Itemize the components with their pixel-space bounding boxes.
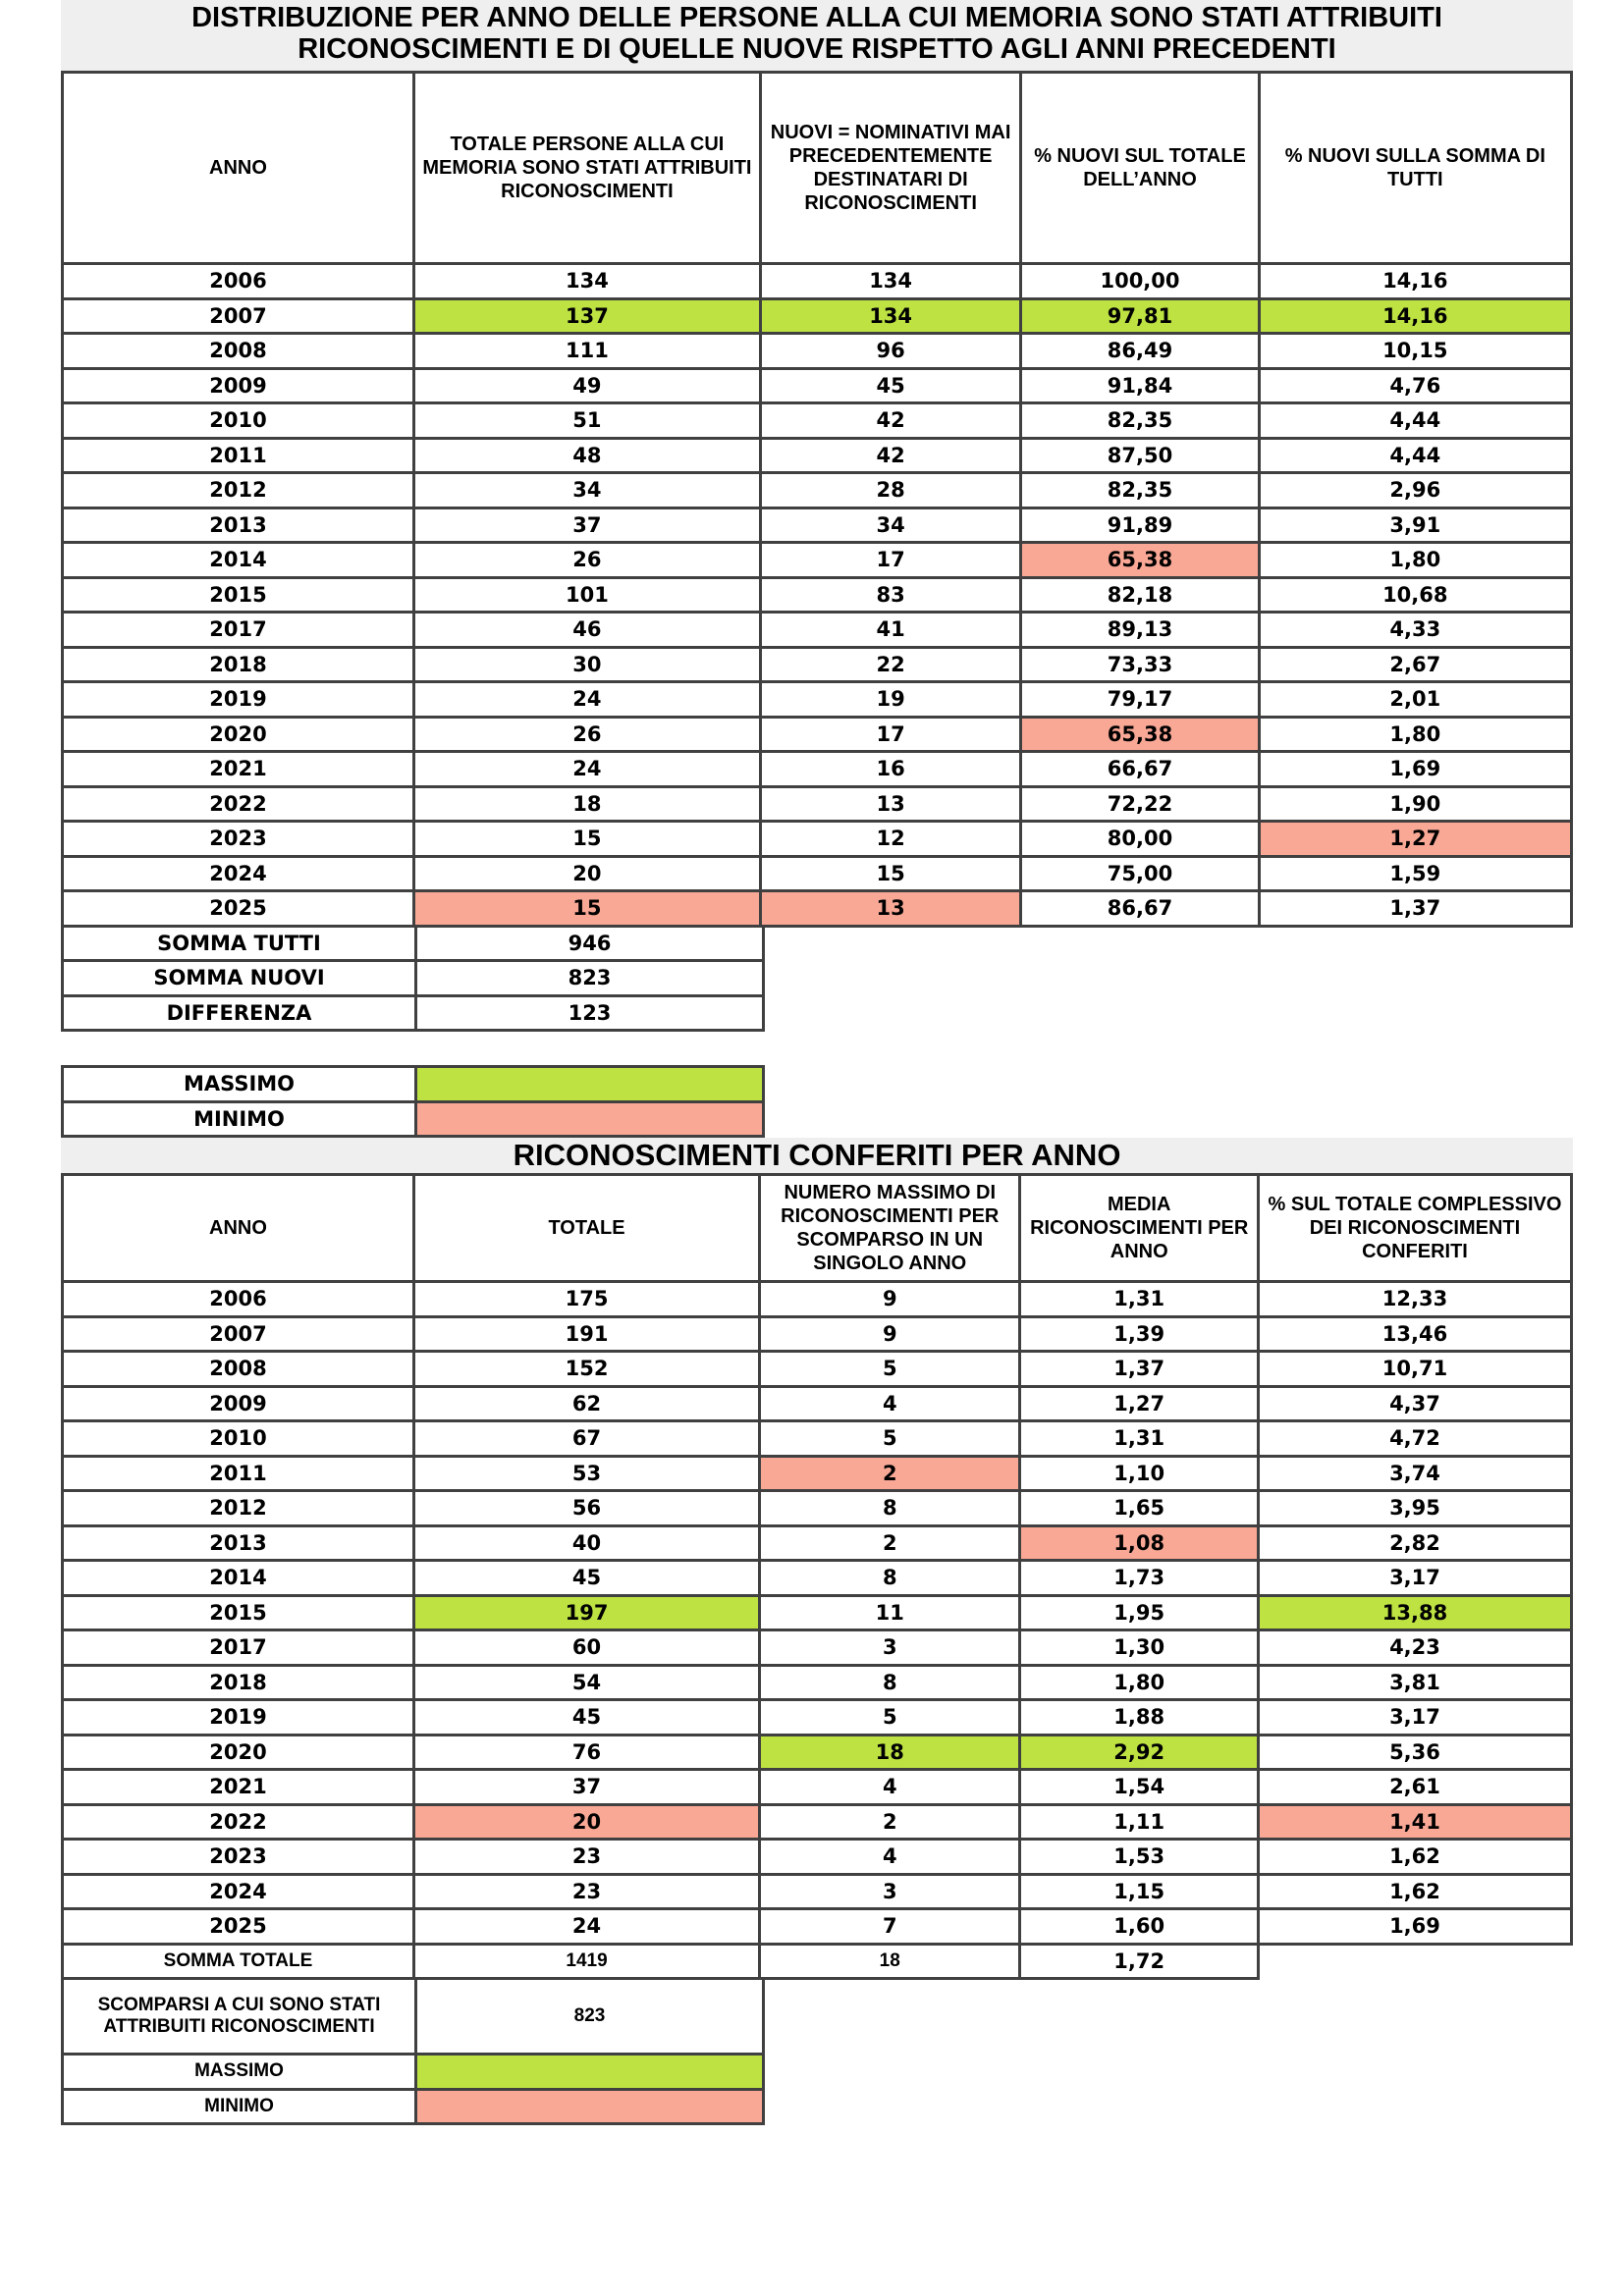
cell-anno: 2009 xyxy=(63,368,414,403)
table-row xyxy=(63,507,1572,543)
cell-col4: 80,00 xyxy=(1021,822,1259,857)
cell-col2: 46 xyxy=(414,613,761,648)
cell-anno: 2025 xyxy=(63,891,414,927)
cell-col4: 72,22 xyxy=(1021,786,1259,822)
cell-col4: 1,60 xyxy=(1020,1909,1259,1945)
cell-anno: 2011 xyxy=(63,1456,414,1491)
cell-col5: 14,16 xyxy=(1259,298,1571,334)
cell-col2: 101 xyxy=(414,577,761,613)
table-row xyxy=(63,1352,1572,1387)
cell-col3: 9 xyxy=(760,1316,1020,1352)
cell-col2: 53 xyxy=(414,1456,760,1491)
cell-col5: 3,95 xyxy=(1258,1491,1571,1526)
cell-col5: 4,44 xyxy=(1259,403,1571,439)
cell-col2: 175 xyxy=(414,1282,760,1317)
table-row xyxy=(63,1456,1572,1491)
cell-col5: 1,41 xyxy=(1258,1804,1571,1840)
cell-col3: 2 xyxy=(760,1525,1020,1561)
table-row xyxy=(63,1421,1572,1457)
table-row xyxy=(63,1491,1572,1526)
cell-anno: 2014 xyxy=(63,543,414,578)
legend-min-row xyxy=(63,1101,764,1137)
table-row xyxy=(63,543,1572,578)
summary-label: SOMMA NUOVI xyxy=(63,961,416,996)
cell-col5: 2,61 xyxy=(1258,1770,1571,1805)
cell-col5: 1,27 xyxy=(1259,822,1571,857)
table-row xyxy=(63,647,1572,682)
cell-col2: 24 xyxy=(414,682,761,718)
cell-col3: 5 xyxy=(760,1421,1020,1457)
cell-col2: 134 xyxy=(414,264,761,299)
cell-col5: 2,67 xyxy=(1259,647,1571,682)
cell-anno: 2020 xyxy=(63,1735,414,1770)
cell-col3: 12 xyxy=(760,822,1021,857)
cell-anno: 2007 xyxy=(63,298,414,334)
cell-anno: 2012 xyxy=(63,473,414,508)
cell-col4: 1,31 xyxy=(1020,1421,1259,1457)
cell-col2: 152 xyxy=(414,1352,760,1387)
table-row xyxy=(63,403,1572,439)
legend-min-row xyxy=(63,2089,764,2124)
cell-col2: 15 xyxy=(414,822,761,857)
legend-max-swatch xyxy=(416,2055,764,2090)
cell-col3: 8 xyxy=(760,1491,1020,1526)
header-totale-persone: TOTALE PERSONE ALLA CUI MEMORIA SONO STATI ATTRIBUITI RICONOSCIMENTI xyxy=(414,73,761,264)
summary-row xyxy=(63,926,764,961)
cell-col5: 5,36 xyxy=(1258,1735,1571,1770)
document-page xyxy=(61,0,1573,2125)
cell-col3: 13 xyxy=(760,891,1021,927)
header-perc-nuovi-somma: % NUOVI SULLA SOMMA DI TUTTI xyxy=(1259,73,1571,264)
cell-col3: 8 xyxy=(760,1561,1020,1596)
cell-anno: 2006 xyxy=(63,1282,414,1317)
table-row xyxy=(63,1561,1572,1596)
cell-col5: 4,44 xyxy=(1259,438,1571,473)
cell-col4: 79,17 xyxy=(1021,682,1259,718)
cell-col4: 82,35 xyxy=(1021,473,1259,508)
cell-col3: 34 xyxy=(760,507,1021,543)
cell-anno: 2024 xyxy=(63,856,414,891)
section2-title: RICONOSCIMENTI CONFERITI PER ANNO xyxy=(61,1138,1573,1173)
cell-anno: 2013 xyxy=(63,1525,414,1561)
table-row xyxy=(63,1804,1572,1840)
table-row xyxy=(63,1770,1572,1805)
scomparsi-label: SCOMPARSI A CUI SONO STATI ATTRIBUITI RICONOSCIMENTI xyxy=(63,1979,416,2055)
cell-col5: 10,15 xyxy=(1259,334,1571,369)
cell-col3: 4 xyxy=(760,1840,1020,1875)
section1-title-line2: RICONOSCIMENTI E DI QUELLE NUOVE RISPETTO AGLI ANNI PRECEDENTI xyxy=(298,33,1336,65)
cell-col3: 17 xyxy=(760,717,1021,752)
summary-value: 123 xyxy=(416,995,764,1031)
cell-col5: 2,82 xyxy=(1258,1525,1571,1561)
cell-col3: 41 xyxy=(760,613,1021,648)
cell-col3: 19 xyxy=(760,682,1021,718)
cell-col2: 18 xyxy=(414,786,761,822)
cell-col4: 1,37 xyxy=(1020,1352,1259,1387)
cell-col5: 1,69 xyxy=(1258,1909,1571,1945)
summary-row xyxy=(63,995,764,1031)
table-row xyxy=(63,1595,1572,1630)
scomparsi-value: 823 xyxy=(416,1979,764,2055)
table-row xyxy=(63,856,1572,891)
cell-anno: 2023 xyxy=(63,1840,414,1875)
cell-col2: 40 xyxy=(414,1525,760,1561)
cell-col5: 10,71 xyxy=(1258,1352,1571,1387)
cell-col2: 54 xyxy=(414,1665,760,1700)
cell-col3: 134 xyxy=(760,298,1021,334)
table-row xyxy=(63,1525,1572,1561)
cell-col3: 4 xyxy=(760,1770,1020,1805)
cell-col4: 1,95 xyxy=(1020,1595,1259,1630)
cell-col2: 23 xyxy=(414,1874,760,1909)
cell-col3: 15 xyxy=(760,856,1021,891)
cell-anno: 2014 xyxy=(63,1561,414,1596)
cell-col5: 1,80 xyxy=(1259,543,1571,578)
table-row xyxy=(63,438,1572,473)
cell-col4: 1,10 xyxy=(1020,1456,1259,1491)
cell-col2: 23 xyxy=(414,1840,760,1875)
cell-anno: 2008 xyxy=(63,1352,414,1387)
cell-col5: 1,69 xyxy=(1259,752,1571,787)
cell-col5: 3,91 xyxy=(1259,507,1571,543)
cell-col4: 1,11 xyxy=(1020,1804,1259,1840)
legend-max-row xyxy=(63,1067,764,1102)
cell-col5: 14,16 xyxy=(1259,264,1571,299)
cell-col5: 3,74 xyxy=(1258,1456,1571,1491)
cell-anno: 2022 xyxy=(63,1804,414,1840)
cell-col4: 1,80 xyxy=(1020,1665,1259,1700)
cell-col5: 1,80 xyxy=(1259,717,1571,752)
cell-anno: 2006 xyxy=(63,264,414,299)
cell-anno: 2019 xyxy=(63,1700,414,1735)
distribution-table xyxy=(61,71,1573,928)
cell-anno: 2022 xyxy=(63,786,414,822)
cell-col4: 1,54 xyxy=(1020,1770,1259,1805)
header-totale: TOTALE xyxy=(414,1175,760,1282)
legend-max-label: MASSIMO xyxy=(63,2055,416,2090)
cell-col3: 22 xyxy=(760,647,1021,682)
cell-col2: 24 xyxy=(414,1909,760,1945)
total-max: 18 xyxy=(760,1944,1020,1979)
cell-anno: 2021 xyxy=(63,752,414,787)
cell-anno: 2007 xyxy=(63,1316,414,1352)
cell-col5: 13,88 xyxy=(1258,1595,1571,1630)
cell-col2: 111 xyxy=(414,334,761,369)
table-row xyxy=(63,1909,1572,1945)
cell-col3: 8 xyxy=(760,1665,1020,1700)
cell-col2: 197 xyxy=(414,1595,760,1630)
total-row xyxy=(63,1944,1572,1979)
cell-col2: 20 xyxy=(414,856,761,891)
summary-row xyxy=(63,961,764,996)
table-row xyxy=(63,1840,1572,1875)
cell-col3: 17 xyxy=(760,543,1021,578)
header-anno: ANNO xyxy=(63,1175,414,1282)
cell-anno: 2020 xyxy=(63,717,414,752)
cell-anno: 2010 xyxy=(63,403,414,439)
cell-col4: 1,65 xyxy=(1020,1491,1259,1526)
table-row xyxy=(63,298,1572,334)
cell-col3: 3 xyxy=(760,1630,1020,1666)
cell-col4: 91,89 xyxy=(1021,507,1259,543)
table-row xyxy=(63,264,1572,299)
cell-col2: 51 xyxy=(414,403,761,439)
spacer xyxy=(61,1032,1573,1065)
cell-anno: 2015 xyxy=(63,1595,414,1630)
cell-col4: 82,35 xyxy=(1021,403,1259,439)
cell-col2: 20 xyxy=(414,1804,760,1840)
cell-col2: 45 xyxy=(414,1700,760,1735)
cell-col3: 96 xyxy=(760,334,1021,369)
cell-col3: 2 xyxy=(760,1804,1020,1840)
cell-col2: 62 xyxy=(414,1386,760,1421)
cell-col3: 42 xyxy=(760,438,1021,473)
cell-anno: 2019 xyxy=(63,682,414,718)
cell-col5: 4,72 xyxy=(1258,1421,1571,1457)
total-value: 1419 xyxy=(414,1944,760,1979)
cell-col5: 4,37 xyxy=(1258,1386,1571,1421)
table-row xyxy=(63,786,1572,822)
cell-col2: 48 xyxy=(414,438,761,473)
cell-col2: 56 xyxy=(414,1491,760,1526)
highlight-legend-1 xyxy=(61,1065,765,1138)
cell-col3: 13 xyxy=(760,786,1021,822)
cell-col4: 1,30 xyxy=(1020,1630,1259,1666)
cell-col4: 65,38 xyxy=(1021,543,1259,578)
cell-col4: 1,08 xyxy=(1020,1525,1259,1561)
cell-col3: 3 xyxy=(760,1874,1020,1909)
cell-anno: 2013 xyxy=(63,507,414,543)
summary-label: SOMMA TUTTI xyxy=(63,926,416,961)
table-row xyxy=(63,682,1572,718)
cell-col5: 13,46 xyxy=(1258,1316,1571,1352)
cell-col3: 134 xyxy=(760,264,1021,299)
cell-col4: 100,00 xyxy=(1021,264,1259,299)
cell-col4: 66,67 xyxy=(1021,752,1259,787)
table-row xyxy=(63,1665,1572,1700)
cell-col4: 73,33 xyxy=(1021,647,1259,682)
cell-col4: 1,88 xyxy=(1020,1700,1259,1735)
cell-col2: 60 xyxy=(414,1630,760,1666)
cell-col3: 5 xyxy=(760,1700,1020,1735)
table-row xyxy=(63,752,1572,787)
cell-col3: 11 xyxy=(760,1595,1020,1630)
cell-col5: 4,23 xyxy=(1258,1630,1571,1666)
table-row xyxy=(63,334,1572,369)
table-row xyxy=(63,822,1572,857)
cell-col5: 1,37 xyxy=(1259,891,1571,927)
cell-col4: 86,67 xyxy=(1021,891,1259,927)
header-anno: ANNO xyxy=(63,73,414,264)
cell-col5: 1,62 xyxy=(1258,1874,1571,1909)
cell-col2: 45 xyxy=(414,1561,760,1596)
cell-col4: 1,39 xyxy=(1020,1316,1259,1352)
cell-col3: 83 xyxy=(760,577,1021,613)
cell-col5: 2,01 xyxy=(1259,682,1571,718)
legend-max-swatch xyxy=(416,1067,764,1102)
header-numero-massimo: NUMERO MASSIMO DI RICONOSCIMENTI PER SCOMPARSO IN UN SINGOLO ANNO xyxy=(760,1175,1020,1282)
table-row xyxy=(63,1700,1572,1735)
cell-col2: 37 xyxy=(414,507,761,543)
cell-col3: 5 xyxy=(760,1352,1020,1387)
cell-col4: 1,15 xyxy=(1020,1874,1259,1909)
cell-col3: 18 xyxy=(760,1735,1020,1770)
cell-anno: 2021 xyxy=(63,1770,414,1805)
cell-col2: 76 xyxy=(414,1735,760,1770)
cell-anno: 2018 xyxy=(63,647,414,682)
cell-col5: 2,96 xyxy=(1259,473,1571,508)
header-perc-totale: % SUL TOTALE COMPLESSIVO DEI RICONOSCIMENTI CONFERITI xyxy=(1258,1175,1571,1282)
cell-col4: 75,00 xyxy=(1021,856,1259,891)
awards-summary xyxy=(61,1977,765,2125)
cell-anno: 2018 xyxy=(63,1665,414,1700)
legend-max-label: MASSIMO xyxy=(63,1067,416,1102)
awards-table xyxy=(61,1173,1573,1980)
header-media: MEDIA RICONOSCIMENTI PER ANNO xyxy=(1020,1175,1259,1282)
table-row xyxy=(63,613,1572,648)
cell-col4: 2,92 xyxy=(1020,1735,1259,1770)
cell-anno: 2010 xyxy=(63,1421,414,1457)
cell-anno: 2015 xyxy=(63,577,414,613)
total-label: SOMMA TOTALE xyxy=(63,1944,414,1979)
cell-col2: 15 xyxy=(414,891,761,927)
cell-col4: 89,13 xyxy=(1021,613,1259,648)
cell-col4: 87,50 xyxy=(1021,438,1259,473)
cell-anno: 2012 xyxy=(63,1491,414,1526)
cell-col3: 4 xyxy=(760,1386,1020,1421)
summary-value: 946 xyxy=(416,926,764,961)
header-perc-nuovi-anno: % NUOVI SUL TOTALE DELL’ANNO xyxy=(1021,73,1259,264)
cell-col4: 86,49 xyxy=(1021,334,1259,369)
distribution-summary xyxy=(61,925,765,1033)
table-row xyxy=(63,891,1572,927)
legend-min-label: MINIMO xyxy=(63,1101,416,1137)
table-row xyxy=(63,368,1572,403)
summary-label: DIFFERENZA xyxy=(63,995,416,1031)
cell-col5: 12,33 xyxy=(1258,1282,1571,1317)
section1-title xyxy=(61,0,1573,71)
cell-col5: 1,62 xyxy=(1258,1840,1571,1875)
cell-col3: 28 xyxy=(760,473,1021,508)
cell-col2: 137 xyxy=(414,298,761,334)
cell-anno: 2025 xyxy=(63,1909,414,1945)
cell-col3: 7 xyxy=(760,1909,1020,1945)
cell-col3: 2 xyxy=(760,1456,1020,1491)
table-row xyxy=(63,577,1572,613)
cell-col2: 37 xyxy=(414,1770,760,1805)
legend-min-swatch xyxy=(416,1101,764,1137)
cell-col4: 1,73 xyxy=(1020,1561,1259,1596)
table-row xyxy=(63,473,1572,508)
cell-col4: 91,84 xyxy=(1021,368,1259,403)
distribution-table-header xyxy=(63,73,1572,264)
legend-min-swatch xyxy=(416,2089,764,2124)
cell-col2: 26 xyxy=(414,717,761,752)
cell-col5: 4,33 xyxy=(1259,613,1571,648)
cell-col4: 82,18 xyxy=(1021,577,1259,613)
table-row xyxy=(63,1386,1572,1421)
table-row xyxy=(63,1735,1572,1770)
legend-min-label: MINIMO xyxy=(63,2089,416,2124)
header-nuovi: NUOVI = NOMINATIVI MAI PRECEDENTEMENTE DESTINATARI DI RICONOSCIMENTI xyxy=(760,73,1021,264)
empty-cell xyxy=(1258,1944,1571,1979)
cell-anno: 2023 xyxy=(63,822,414,857)
cell-col5: 1,59 xyxy=(1259,856,1571,891)
table-row xyxy=(63,1630,1572,1666)
cell-anno: 2009 xyxy=(63,1386,414,1421)
cell-col4: 1,27 xyxy=(1020,1386,1259,1421)
cell-col4: 1,53 xyxy=(1020,1840,1259,1875)
cell-col2: 191 xyxy=(414,1316,760,1352)
cell-col4: 1,31 xyxy=(1020,1282,1259,1317)
cell-col3: 16 xyxy=(760,752,1021,787)
cell-col3: 45 xyxy=(760,368,1021,403)
summary-value: 823 xyxy=(416,961,764,996)
cell-col2: 49 xyxy=(414,368,761,403)
table-row xyxy=(63,1874,1572,1909)
cell-col2: 67 xyxy=(414,1421,760,1457)
cell-anno: 2011 xyxy=(63,438,414,473)
awards-table-header xyxy=(63,1175,1572,1282)
cell-col5: 3,17 xyxy=(1258,1700,1571,1735)
cell-col2: 24 xyxy=(414,752,761,787)
cell-col5: 1,90 xyxy=(1259,786,1571,822)
cell-col5: 4,76 xyxy=(1259,368,1571,403)
cell-col5: 3,17 xyxy=(1258,1561,1571,1596)
cell-anno: 2024 xyxy=(63,1874,414,1909)
cell-anno: 2017 xyxy=(63,1630,414,1666)
cell-col4: 97,81 xyxy=(1021,298,1259,334)
table-row xyxy=(63,1282,1572,1317)
cell-anno: 2017 xyxy=(63,613,414,648)
cell-col2: 30 xyxy=(414,647,761,682)
cell-col4: 65,38 xyxy=(1021,717,1259,752)
cell-col3: 42 xyxy=(760,403,1021,439)
cell-col5: 10,68 xyxy=(1259,577,1571,613)
table-row xyxy=(63,717,1572,752)
cell-col5: 3,81 xyxy=(1258,1665,1571,1700)
legend-max-row xyxy=(63,2055,764,2090)
cell-anno: 2008 xyxy=(63,334,414,369)
cell-col2: 26 xyxy=(414,543,761,578)
section1-title-line1: DISTRIBUZIONE PER ANNO DELLE PERSONE ALLA CUI MEMORIA SONO STATI ATTRIBUITI xyxy=(191,2,1442,33)
total-media: 1,72 xyxy=(1020,1944,1259,1979)
table-row xyxy=(63,1316,1572,1352)
cell-col3: 9 xyxy=(760,1282,1020,1317)
scomparsi-row xyxy=(63,1979,764,2055)
cell-col2: 34 xyxy=(414,473,761,508)
